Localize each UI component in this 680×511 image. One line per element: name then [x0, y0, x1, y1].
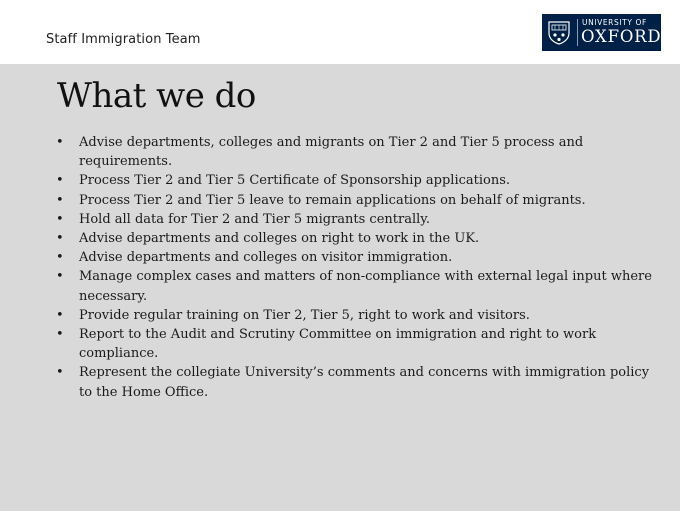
bullet-text: Advise departments, colleges and migrants on Tier 2 and Tier 5 process and requirements. — [79, 135, 584, 170]
bullet-item — [56, 363, 656, 401]
header-title: Staff Immigration Team — [46, 32, 201, 47]
bullet-item — [56, 210, 656, 229]
bullet-text: Manage complex cases and matters of non-compliance with external legal input where necessary. — [79, 269, 652, 304]
bullet-icon: • — [56, 211, 64, 227]
bullet-text: Hold all data for Tier 2 and Tier 5 migrants centrally. — [79, 211, 431, 227]
bullet-icon: • — [56, 269, 64, 285]
bullet-icon: • — [56, 192, 64, 208]
bullet-icon: • — [56, 365, 64, 381]
bullet-item — [56, 191, 656, 210]
bullet-icon: • — [56, 173, 64, 189]
bullet-item — [56, 306, 656, 325]
logo-divider — [577, 19, 578, 46]
bullet-text: Provide regular training on Tier 2, Tier 5, right to work and visitors. — [79, 307, 530, 323]
bullet-text: Report to the Audit and Scrutiny Committee on immigration and right to work compliance. — [79, 327, 597, 362]
logo-oxford: OXFORD — [581, 27, 662, 46]
bullet-text: Process Tier 2 and Tier 5 leave to remain applications on behalf of migrants. — [79, 192, 586, 208]
slide-title: What we do — [57, 76, 256, 116]
bullet-item — [56, 171, 656, 190]
bullet-icon: • — [56, 231, 64, 247]
bullet-text: Process Tier 2 and Tier 5 Certificate of Sponsorship applications. — [79, 173, 511, 189]
bullet-icon: • — [56, 135, 64, 150]
logo-university-of: UNIVERSITY OF — [582, 18, 647, 27]
bullet-item — [56, 248, 656, 267]
bullet-icon: • — [56, 307, 64, 323]
bullet-item — [56, 267, 656, 305]
slide-header — [0, 0, 680, 64]
bullet-icon: • — [56, 250, 64, 266]
bullet-item — [56, 229, 656, 248]
slide-content — [0, 64, 680, 511]
oxford-logo — [542, 14, 661, 51]
bullet-text: Advise departments and colleges on right to work in the UK. — [79, 231, 480, 247]
bullet-item — [56, 325, 656, 363]
bullet-text: Represent the collegiate University’s comments and concerns with immigration policy to the Home Office. — [79, 365, 650, 400]
oxford-crest-icon — [547, 20, 571, 45]
bullet-list — [56, 133, 656, 402]
bullet-item — [56, 133, 656, 171]
bullet-text: Advise departments and colleges on visitor immigration. — [79, 250, 453, 266]
bullet-icon: • — [56, 327, 64, 343]
